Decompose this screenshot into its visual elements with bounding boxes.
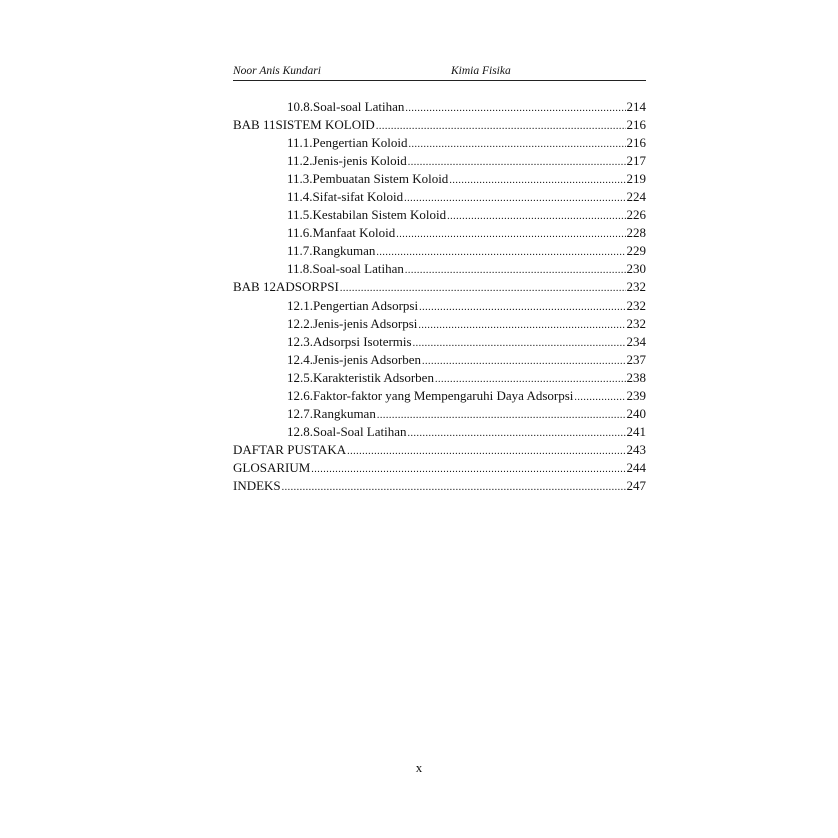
toc-dot-leader	[347, 442, 625, 458]
toc-entry-page: 232	[626, 279, 646, 295]
toc-entry-number: 12.3.	[287, 333, 313, 349]
toc-entry-title: Faktor-faktor yang Mempengaruhi Daya Adsorpsi	[313, 387, 574, 403]
toc-dot-leader	[396, 225, 625, 241]
toc-entry-page: 216	[626, 117, 646, 133]
toc-entry-title: Jenis-jenis Koloid	[312, 153, 407, 169]
toc-entry-number: 10.8.	[287, 99, 313, 114]
toc-dot-leader	[408, 153, 626, 169]
toc-entry-page: 239	[626, 387, 646, 403]
toc-entry	[233, 460, 646, 478]
toc-entry-number: 11.5.	[287, 207, 313, 223]
toc-entry-number: 11.3.	[287, 171, 313, 187]
toc-entry-number: 12.7.	[287, 405, 313, 421]
toc-dot-leader	[447, 207, 625, 223]
toc-dot-leader	[422, 352, 626, 368]
toc-dot-leader	[435, 370, 626, 386]
page-number: x	[415, 760, 423, 775]
toc-entry	[233, 352, 646, 370]
toc-entry	[233, 316, 646, 334]
toc-entry-title: INDEKS	[233, 477, 281, 493]
toc-entry	[233, 442, 646, 460]
toc-entry-number: 12.8.	[287, 423, 313, 439]
toc-entry-title: GLOSARIUM	[233, 459, 311, 475]
toc-entry-title: Kestabilan Sistem Koloid	[312, 207, 447, 223]
toc-entry-title: Soal-Soal Latihan	[313, 423, 407, 439]
toc-dot-leader	[340, 279, 626, 295]
toc-entry-page: 247	[626, 477, 646, 493]
toc-entry-page: 229	[626, 243, 646, 259]
toc-entry-title: Pembuatan Sistem Koloid	[312, 171, 449, 187]
toc-entry-page: 238	[626, 369, 646, 385]
toc-dot-leader	[282, 478, 626, 494]
toc-dot-leader	[404, 189, 625, 205]
toc-entry	[233, 261, 646, 279]
toc-entry-number: 12.6.	[287, 387, 313, 403]
toc-entry-number: 12.4.	[287, 351, 313, 367]
toc-entry-number: BAB 12	[233, 279, 276, 295]
toc-entry-title: Sifat-sifat Koloid	[312, 189, 404, 205]
toc-entry-page: 214	[626, 99, 646, 114]
toc-entry-page: 234	[626, 333, 646, 349]
toc-entry-page: 230	[626, 261, 646, 277]
toc-entry-page: 228	[626, 225, 646, 241]
toc-entry-page: 241	[626, 423, 646, 439]
toc-entry-page: 237	[626, 351, 646, 367]
toc-entry-title: Pengertian Adsorpsi	[313, 297, 419, 313]
toc-entry-title: Jenis-jenis Adsorpsi	[313, 315, 418, 331]
toc-entry	[233, 117, 646, 135]
toc-entry-title: Soal-soal Latihan	[313, 99, 405, 114]
toc-entry	[233, 298, 646, 316]
table-of-contents	[233, 99, 646, 496]
toc-entry-page: 226	[626, 207, 646, 223]
toc-entry	[233, 135, 646, 153]
toc-entry	[233, 171, 646, 189]
toc-entry-number: 11.6.	[287, 225, 313, 241]
toc-entry-page: 216	[626, 135, 646, 151]
toc-entry-number: 11.4.	[287, 189, 313, 205]
toc-entry-number: BAB 11	[233, 117, 276, 133]
toc-entry-number: 11.8.	[287, 261, 313, 277]
toc-entry-title: Adsorpsi Isotermis	[313, 333, 412, 349]
toc-entry-number: 12.2.	[287, 315, 313, 331]
toc-entry-page: 243	[626, 441, 646, 457]
toc-entry-page: 219	[626, 171, 646, 187]
header-book-title: Kimia Fisika	[451, 65, 511, 77]
toc-dot-leader	[377, 406, 626, 422]
toc-entry-number: 11.2.	[287, 153, 313, 169]
toc-entry-page: 217	[626, 153, 646, 169]
toc-dot-leader	[419, 298, 625, 314]
toc-entry-title: Karakteristik Adsorben	[313, 369, 434, 385]
toc-entry-number: 12.5.	[287, 369, 313, 385]
toc-entry-page: 232	[626, 315, 646, 331]
toc-entry-page: 240	[626, 405, 646, 421]
toc-dot-leader	[405, 261, 626, 277]
toc-entry	[233, 334, 646, 352]
toc-dot-leader	[449, 171, 625, 187]
toc-entry-title: Jenis-jenis Adsorben	[313, 351, 421, 367]
toc-entry-title: Manfaat Koloid	[312, 225, 396, 241]
toc-entry-page: 244	[626, 459, 646, 475]
toc-dot-leader	[405, 99, 625, 115]
toc-entry-title: Rangkuman	[313, 405, 376, 421]
toc-dot-leader	[574, 388, 625, 404]
header-author: Noor Anis Kundari	[233, 65, 321, 77]
toc-entry	[233, 388, 646, 406]
toc-entry-title: Soal-soal Latihan	[312, 261, 404, 277]
toc-entry-title: SISTEM KOLOID	[275, 117, 375, 133]
toc-entry-title: ADSORPSI	[275, 279, 339, 295]
toc-entry	[233, 478, 646, 496]
toc-entry	[233, 225, 646, 243]
toc-entry-page: 232	[626, 297, 646, 313]
toc-entry	[233, 243, 646, 261]
toc-dot-leader	[376, 243, 625, 259]
toc-entry	[233, 189, 646, 207]
toc-entry-number: 11.1.	[287, 135, 313, 151]
toc-entry	[233, 370, 646, 388]
toc-entry	[233, 279, 646, 297]
toc-entry-number: 12.1.	[287, 297, 313, 313]
toc-dot-leader	[311, 460, 625, 476]
toc-entry-title: Rangkuman	[312, 243, 376, 259]
running-header	[233, 64, 646, 81]
toc-entry-title: DAFTAR PUSTAKA	[233, 441, 347, 457]
toc-entry	[233, 207, 646, 225]
toc-entry	[233, 424, 646, 442]
toc-entry	[233, 99, 646, 117]
toc-entry-number: 11.7.	[287, 243, 313, 259]
toc-dot-leader	[413, 334, 626, 350]
toc-entry-page: 224	[626, 189, 646, 205]
toc-dot-leader	[376, 117, 626, 133]
toc-entry	[233, 153, 646, 171]
toc-dot-leader	[418, 316, 625, 332]
toc-dot-leader	[408, 424, 626, 440]
toc-entry-title: Pengertian Koloid	[312, 135, 408, 151]
toc-dot-leader	[409, 135, 626, 151]
toc-entry	[233, 406, 646, 424]
